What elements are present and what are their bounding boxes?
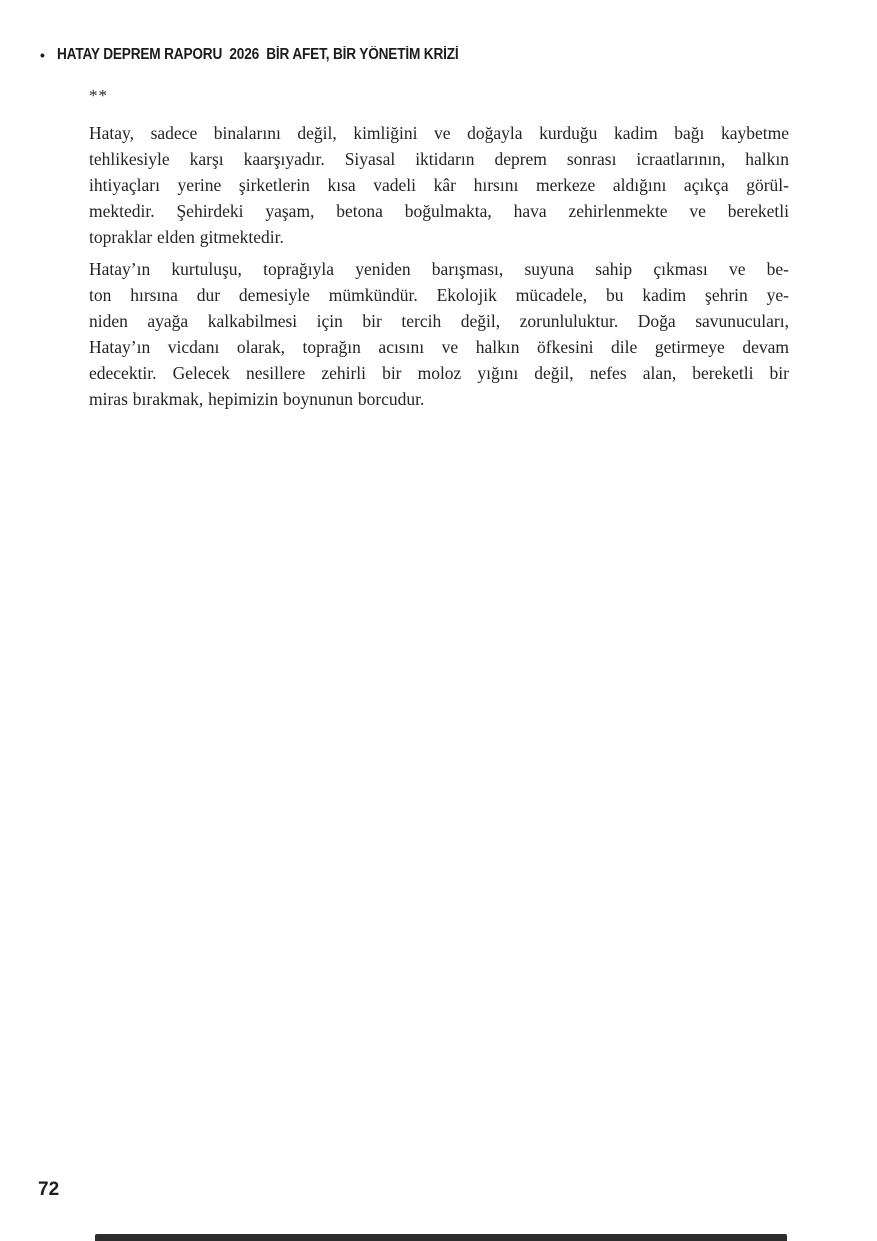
page-number: 72 (38, 1179, 60, 1200)
text-line: Hatay, sadece binalarını değil, kimliğini ve doğayla kurduğu kadim bağı kaybetme (89, 123, 789, 143)
text-line: ihtiyaçları yerine şirketlerin kısa vadeli kâr hırsını merkeze aldığını açıkça görül- (89, 175, 789, 195)
text-line: ton hırsına dur demesiyle mümkündür. Ekolojik mücadele, bu kadim şehrin ye- (89, 285, 789, 305)
running-header (40, 46, 513, 64)
paragraph (89, 256, 789, 412)
text-line: Hatay’ın vicdanı olarak, toprağın acısını ve halkın öfkesini dile getirmeye devam (89, 337, 789, 357)
text-line: edecektir. Gelecek nesillere zehirli bir moloz yığını değil, nefes alan, bereketli bir (89, 363, 789, 383)
text-line: mektedir. Şehirdeki yaşam, betona boğulmakta, hava zehirlenmekte ve bereketli (89, 201, 789, 221)
page-body (89, 86, 789, 418)
text-line: niden ayağa kalkabilmesi için bir tercih değil, zorunluluktur. Doğa savunucuları, (89, 311, 789, 331)
text-line: topraklar elden gitmektedir. (89, 227, 284, 247)
section-break-marker: ** (89, 86, 108, 105)
page-bottom-edge-bar (95, 1234, 787, 1241)
text-line: miras bırakmak, hepimizin boynunun borcudur. (89, 389, 425, 409)
text-line: tehlikesiyle karşı kaarşıyadır. Siyasal iktidarın deprem sonrası icraatlarının, halkın (89, 149, 789, 169)
running-header-title: HATAY DEPREM RAPORU 2026 BİR AFET, BİR YÖNETİM KRİZİ (56, 46, 459, 63)
paragraph (89, 120, 789, 250)
header-bullet-icon: • (40, 47, 45, 63)
text-line: Hatay’ın kurtuluşu, toprağıyla yeniden barışması, suyuna sahip çıkması ve be- (89, 259, 789, 279)
